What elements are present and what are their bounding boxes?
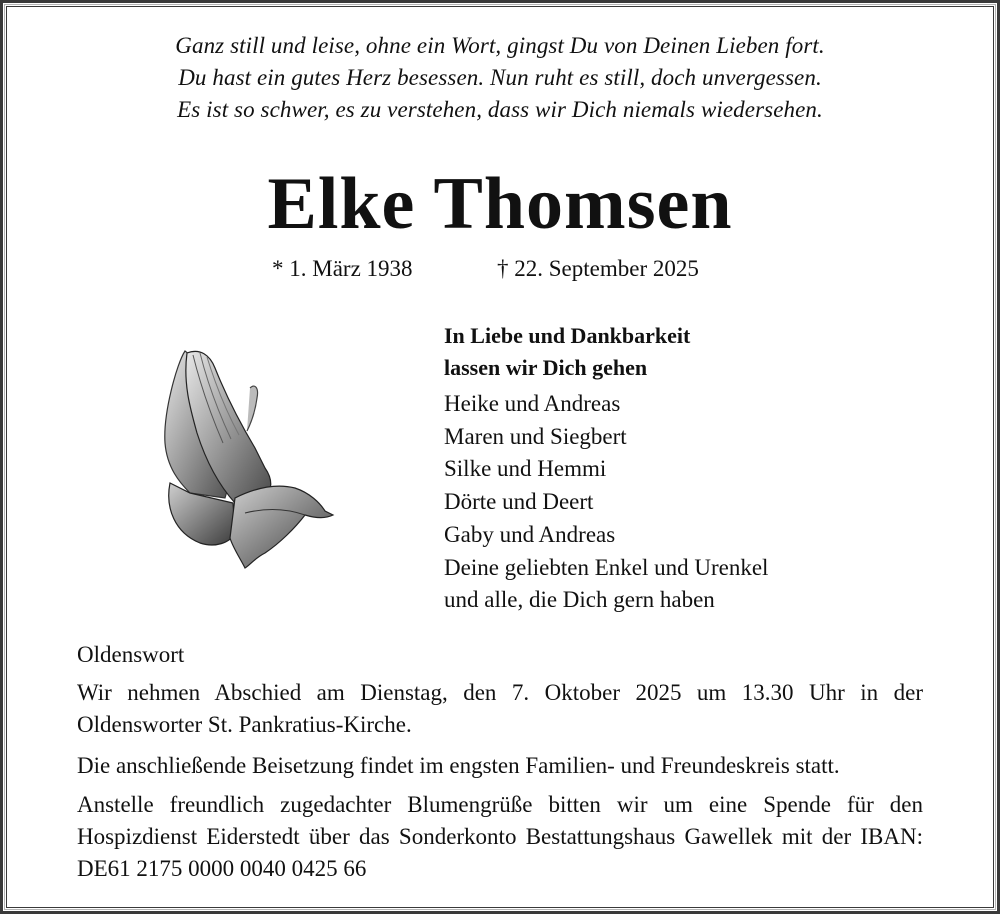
- mourners-block: [444, 320, 768, 617]
- poem-line: Es ist so schwer, es zu verstehen, dass wir Dich niemals wiedersehen.: [177, 97, 823, 122]
- mourner-name: Silke und Hemmi: [444, 456, 607, 482]
- mourners-heading: lassen wir Dich gehen: [444, 355, 648, 380]
- mourner-name: Heike und Andreas: [444, 391, 621, 416]
- mourners-heading: In Liebe und Dankbarkeit: [444, 323, 691, 348]
- service-info: Wir nehmen Abschied am Dienstag, den 7. Oktober 2025 um 13.30 Uhr in der Oldensworter St. Pankratius-Kirche.: [77, 680, 923, 737]
- mourner-name: Dörte und Deert: [444, 489, 594, 515]
- place-name: Oldenswort: [77, 642, 185, 667]
- burial-info: Die anschließende Beisetzung findet im engsten Familien- und Freundeskreis statt.: [77, 753, 840, 778]
- poem-line: Du hast ein gutes Herz besessen. Nun ruht es still, doch unvergessen.: [178, 65, 822, 90]
- mourner-name: und alle, die Dich gern haben: [444, 587, 715, 613]
- deceased-name: Elke Thomsen: [267, 163, 733, 245]
- poem: [0, 30, 1000, 126]
- mourner-name: Gaby und Andreas: [444, 521, 616, 547]
- poem-line: Ganz still und leise, ohne ein Wort, gingst Du von Deinen Lieben fort.: [175, 33, 825, 58]
- donation-info: Anstelle freundlich zugedachter Blumengrüße bitten wir um eine Spende für den Hospizdienst Eiderstedt über das Sonderkonto Bestattungshaus Gawellek mit der IBAN: DE61 2175 0000 0040 0425 66: [77, 792, 923, 881]
- mourner-name: Maren und Siegbert: [444, 423, 627, 449]
- mourner-name: Deine geliebten Enkel und Urenkel: [444, 554, 769, 580]
- death-date: † 22. September 2025: [497, 256, 699, 281]
- birth-date: * 1. März 1938: [272, 256, 413, 281]
- praying-hands-icon: [155, 343, 340, 573]
